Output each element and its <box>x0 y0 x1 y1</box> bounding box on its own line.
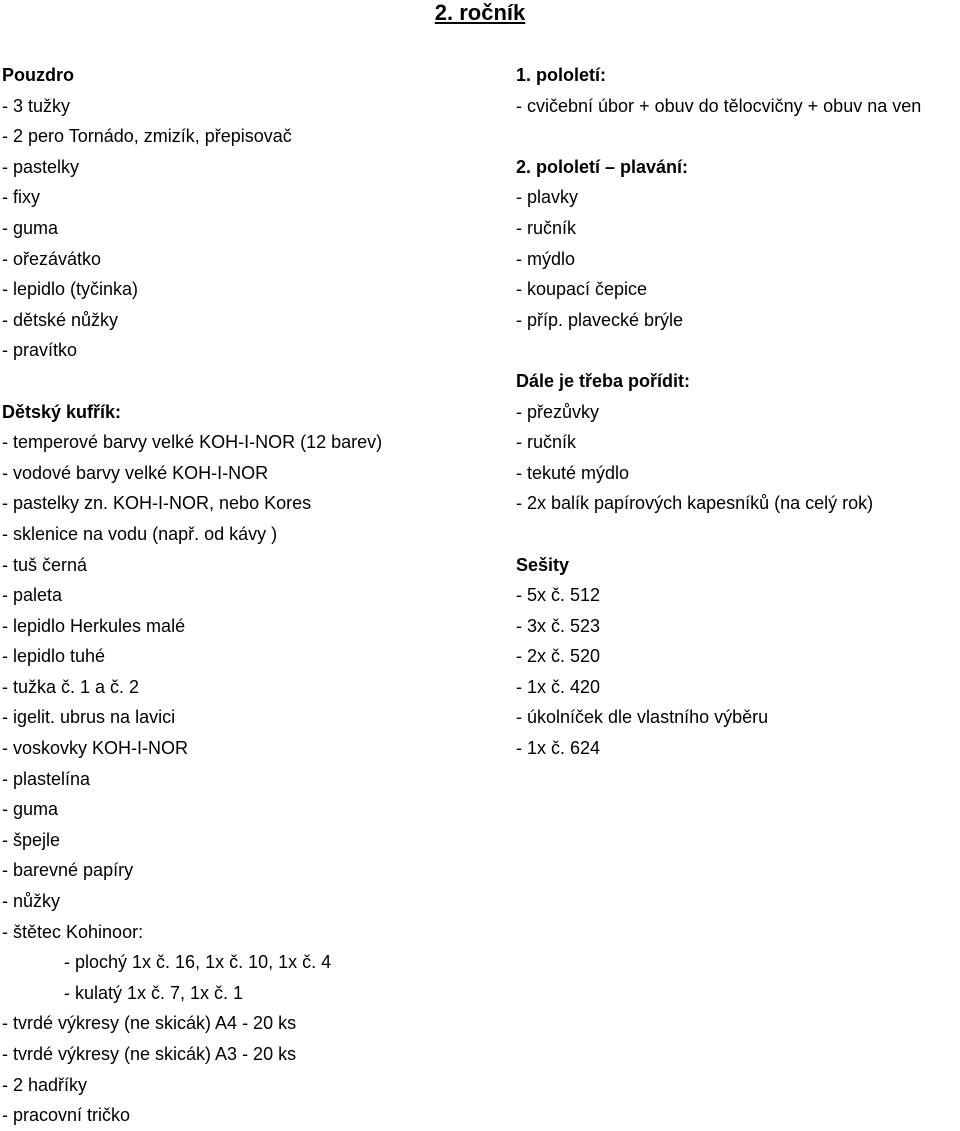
list-item: - barevné papíry <box>2 860 134 881</box>
list-item: - koupací čepice <box>516 279 648 300</box>
list-item: - cvičební úbor + obuv do tělocvičny + obuv na ven <box>516 95 922 116</box>
list-item: - igelit. ubrus na lavici <box>2 707 176 728</box>
list-item: - tužka č. 1 a č. 2 <box>2 676 140 697</box>
list-item: - paleta <box>2 585 63 606</box>
list-item: - vodové barvy velké KOH-I-NOR <box>2 462 269 483</box>
list-item: - ořezávátko <box>2 248 102 269</box>
list-item: - pracovní tričko <box>2 1105 131 1126</box>
section-spacer <box>2 366 482 397</box>
list-item: - tvrdé výkresy (ne skicák) A4 - 20 ks <box>2 1013 297 1034</box>
list-item: - mýdlo <box>516 248 576 269</box>
right-column <box>516 60 960 764</box>
list-item: - lepidlo Herkules malé <box>2 615 186 636</box>
list-item: - temperové barvy velké KOH-I-NOR (12 barev) <box>2 432 383 453</box>
section-spacer <box>516 335 960 366</box>
list-item: - tvrdé výkresy (ne skicák) A3 - 20 ks <box>2 1044 297 1064</box>
list-item: - plastelína <box>2 768 91 789</box>
list-item: - guma <box>2 799 59 820</box>
list-item: - 2 pero Tornádo, zmizík, přepisovač <box>2 126 292 147</box>
list-item: - 2 hadříky <box>2 1074 88 1095</box>
list-item: - sklenice na vodu (např. od kávy ) <box>2 523 278 544</box>
section-heading-kufrik: Dětský kufřík: <box>2 401 122 422</box>
list-item: - 1x č. 624 <box>516 738 601 759</box>
list-item: - 3 tužky <box>2 95 71 116</box>
list-item: - pravítko <box>2 340 78 361</box>
list-item: - příp. plavecké brýle <box>516 309 684 330</box>
left-column <box>2 60 482 1131</box>
list-item: - tekuté mýdlo <box>516 462 630 483</box>
list-item: - lepidlo tuhé <box>2 646 106 667</box>
list-item: - ručník <box>516 217 577 238</box>
list-item: - úkolníček dle vlastního výběru <box>516 707 769 728</box>
list-item: - štětec Kohinoor: <box>2 921 144 942</box>
list-item: - voskovky KOH-I-NOR <box>2 738 189 759</box>
list-item: - guma <box>2 217 59 238</box>
list-item: - 1x č. 420 <box>516 676 601 697</box>
section-spacer <box>516 519 960 550</box>
section-heading-pololeti-1: 1. pololetí: <box>516 65 606 85</box>
list-item: - dětské nůžky <box>2 309 119 330</box>
list-item: - 5x č. 512 <box>516 585 601 606</box>
list-item: - plavky <box>516 187 579 208</box>
section-heading-pololeti-2: 2. pololetí – plavání: <box>516 156 689 177</box>
list-sub-item: - kulatý 1x č. 7, 1x č. 1 <box>64 982 244 1003</box>
list-item: - nůžky <box>2 891 61 912</box>
list-item: - 2x č. 520 <box>516 646 601 667</box>
section-heading-dale: Dále je třeba pořídit: <box>516 370 691 391</box>
list-item: - fixy <box>2 187 40 208</box>
list-item: - 3x č. 523 <box>516 615 601 636</box>
page-title: 2. ročník <box>434 0 526 25</box>
list-item: - pastelky <box>2 156 80 177</box>
list-item: - pastelky zn. KOH-I-NOR, nebo Kores <box>2 493 312 514</box>
list-item: - ručník <box>516 432 577 453</box>
section-spacer <box>516 121 960 152</box>
list-item: - špejle <box>2 829 61 850</box>
section-heading-sesity: Sešity <box>516 554 570 575</box>
list-item: - 2x balík papírových kapesníků (na celý rok) <box>516 493 874 514</box>
list-item: - přezůvky <box>516 401 600 422</box>
list-item: - lepidlo (tyčinka) <box>2 279 139 300</box>
section-heading-pouzdro: Pouzdro <box>2 65 74 85</box>
list-sub-item: - plochý 1x č. 16, 1x č. 10, 1x č. 4 <box>64 952 332 973</box>
list-item: - tuš černá <box>2 554 88 575</box>
